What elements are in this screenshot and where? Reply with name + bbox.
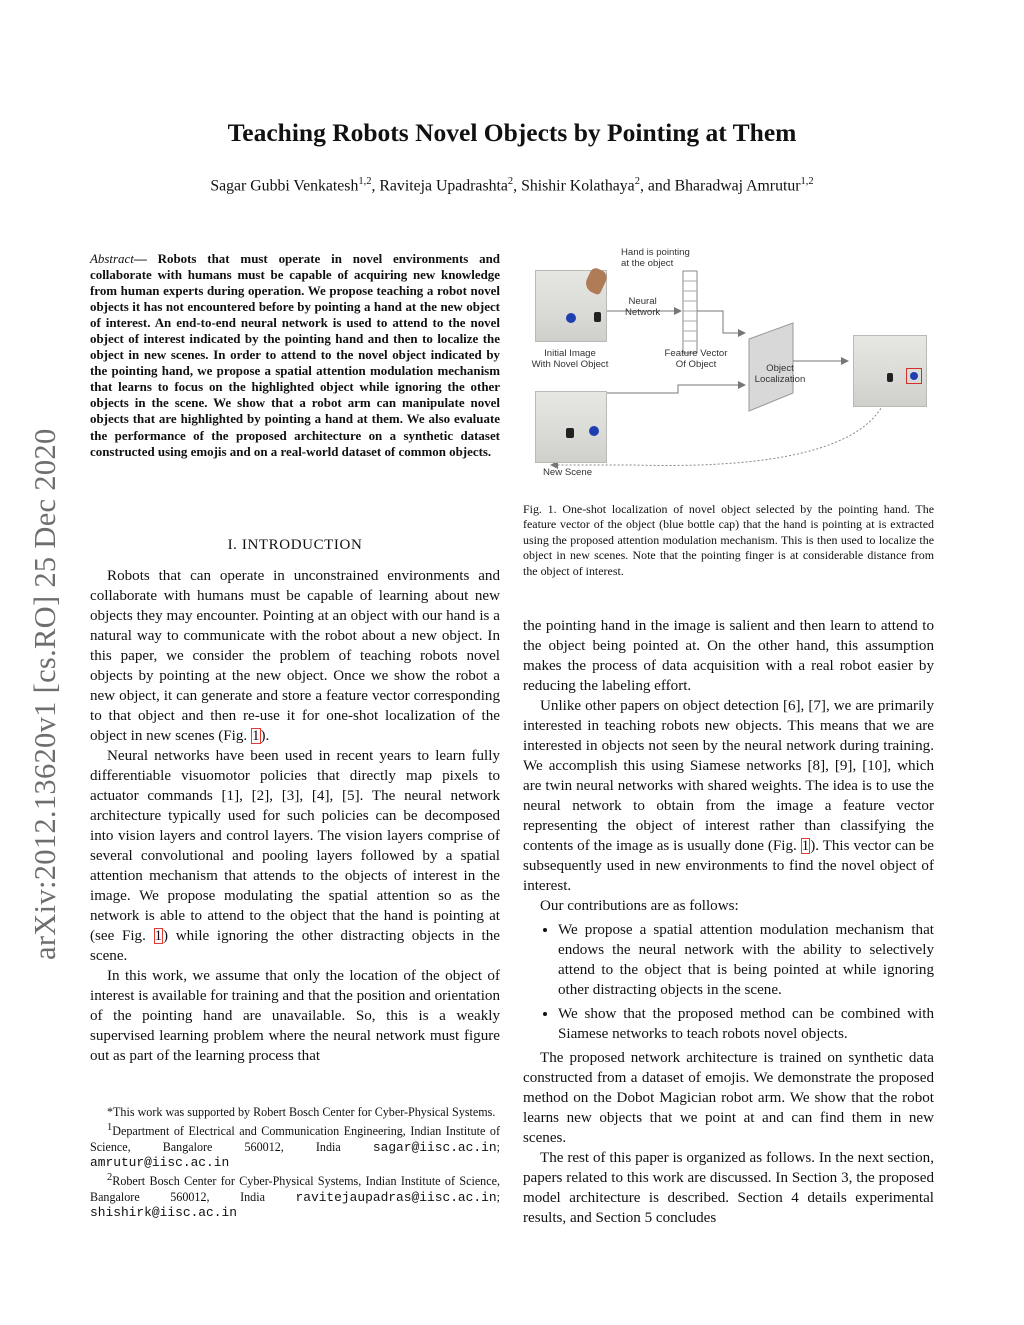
arxiv-identifier-stamp: arXiv:2012.13620v1 [cs.RO] 25 Dec 2020 (28, 428, 62, 960)
paragraph-text: Neural networks have been used in recent years to learn fully differentiable visuomotor policies that directly map pixels to actuator commands [1], [2], [3], [4], [5]. The neural network architecture typically used for such policies can be decomposed into vision layers and control layers. The vision layers comprise of several convolutional and pooling layers followed by a spatial attention mechanism that attends to the objects of interest in the image. We propose modulating the spatial attention so as the network is able to attend to the object that the hand is pointing at (see Fig. (90, 748, 500, 944)
initial-image-label (529, 348, 611, 370)
label-line: Initial Image (544, 348, 596, 359)
separator: ; (496, 1189, 500, 1204)
author-separator: , (513, 177, 522, 195)
new-scene-label: New Scene (543, 467, 593, 478)
figure-reference-link[interactable]: 1 (154, 928, 163, 944)
arrow-vector-to-localization (697, 311, 745, 333)
affiliation-text: Department of Electrical and Communication Engineering, Indian Institute of Science, Bangalore 560012, India (90, 1124, 500, 1154)
label-line: Network (625, 307, 661, 318)
author-separator: , (371, 177, 380, 195)
dark-object (594, 312, 601, 322)
list-item: • We show that the proposed method can be combined with Siamese networks to teach robots novel objects. (558, 1004, 934, 1044)
email-link[interactable]: shishirk@iisc.ac.in (90, 1204, 237, 1220)
paragraph-text: ). This vector can be subsequently used in new environments to find the novel object of interest. (523, 838, 934, 894)
body-paragraph: the pointing hand in the image is salient and then learn to attend to the object being pointed at. On the other hand, this assumption makes the process of data acquisition with a real robot easier by reducing the labeling effort. (523, 618, 934, 694)
localization-bounding-box (906, 368, 922, 384)
intro-paragraph (90, 746, 500, 966)
author-name: Raviteja Upadrashta (379, 177, 508, 195)
funding-footnote: *This work was supported by Robert Bosch Center for Cyber-Physical Systems. (107, 1105, 496, 1119)
list-item: • We propose a spatial attention modulation mechanism that endows the neural network with the ability to selectively attend to the object that is being pointed at while ignoring other distracting objects in the scene. (558, 920, 934, 1000)
footnote-marker: 1 (107, 1122, 113, 1134)
arrow-scene-to-localization (605, 385, 745, 393)
separator: ; (496, 1139, 500, 1154)
figure-reference-link[interactable]: 1 (251, 728, 260, 744)
author-separator: , and (639, 177, 675, 195)
label-line: Localization (754, 374, 806, 385)
body-paragraph: The rest of this paper is organized as follows. In the next section, papers related to this work are discussed. In Section 3, the proposed model architecture is described. Section 4 details experimental results, and Section 5 concludes (523, 1150, 934, 1226)
footnotes (90, 1105, 500, 1220)
label-line: Feature Vector (664, 348, 728, 359)
label-line: Hand is pointing (621, 247, 690, 258)
new-scene-photo (535, 391, 607, 463)
email-link[interactable]: ravitejaupadras@iisc.ac.in (295, 1189, 497, 1205)
feature-vector-column (683, 271, 697, 353)
author-list (0, 176, 1024, 195)
localized-output-photo (853, 335, 927, 407)
feature-vector-label (661, 348, 731, 370)
paragraph-text: ). (260, 728, 270, 744)
paper-title: Teaching Robots Novel Objects by Pointing at Them (227, 118, 797, 147)
intro-paragraph (90, 566, 500, 746)
footnote-marker: 2 (107, 1172, 113, 1184)
abstract-lead: Abstract (90, 251, 134, 266)
figure-caption: Fig. 1. One-shot localization of novel object selected by the pointing hand. The feature vector of the object (blue bottle cap) that the hand is pointing at is extracted using the proposed attention modulation mechanism. This is then used to localize the object in new scenes. Note that the pointing finger is at considerable distance from the object of interest. (523, 502, 934, 578)
contributions-list (523, 920, 934, 1044)
author-affiliation-marker: 2 (634, 176, 640, 187)
affiliation-footnote (90, 1120, 500, 1170)
author-affiliation-marker: 1,2 (800, 176, 814, 187)
section-heading-introduction: I. INTRODUCTION (227, 537, 363, 553)
blue-cap-object (910, 372, 918, 380)
label-line: Object (766, 363, 794, 374)
author-affiliation-marker: 2 (507, 176, 514, 187)
right-column-body (523, 616, 934, 1228)
affiliation-footnote (90, 1170, 500, 1220)
abstract-text: — Robots that must operate in novel environments and collaborate with humans must be capable of acquiring new knowledge from human experts during operation. We propose teaching a robot novel objects it has not encountered before by pointing a hand at the new object of interest. An end-to-end neural network is used to attend to the novel object of interest indicated by the pointing hand and then to localize the object in new scenes. In order to attend to the novel object indicated by the pointing hand, we propose a spatial attention modulation mechanism that learns to focus on the highlighted object while ignoring the other objects in the scene. We show that a robot arm can manipulate novel objects that are highlighted by pointing a hand at them. We also evaluate the performance of the proposed architecture on a synthetic dataset constructed using emojis and on a real-world dataset of common objects. (90, 251, 500, 459)
intro-paragraph: In this work, we assume that only the location of the object of interest is available for training and that the position and orientation of the pointing hand are unavailable. So, this is a weakly supervised learning problem where the neural network must figure out as part of the learning process that (90, 968, 500, 1064)
body-paragraph: Our contributions are as follows: (540, 898, 739, 914)
neural-network-label (625, 296, 660, 318)
affiliation-text: Robert Bosch Center for Cyber-Physical Systems, Indian Institute of Science, Bangalore 560012, India (90, 1174, 500, 1204)
author-name: Bharadwaj Amrutur (674, 177, 801, 195)
blue-cap-object (566, 313, 576, 323)
initial-image-photo (535, 270, 607, 342)
paragraph-text: ) while ignoring the other distracting objects in the scene. (90, 928, 500, 964)
dark-object (887, 373, 893, 382)
label-line: With Novel Object (531, 359, 609, 370)
email-link[interactable]: sagar@iisc.ac.in (372, 1139, 497, 1155)
figure-1-diagram (523, 243, 943, 488)
author-name: Sagar Gubbi Venkatesh (210, 177, 359, 195)
figure-reference-link[interactable]: 1 (801, 838, 810, 854)
paragraph-text: Unlike other papers on object detection [6], [7], we are primarily interested in teaching robots new objects. This means that we are interested in objects not seen by the neural network during training. We accomplish this using Siamese networks [8], [9], [10], which are twin neural networks with shared weights. The idea is to use the neural network to obtain from the image a feature vector representing the object of interest rather than classifying the contents of the image as is usually done (Fig. (523, 698, 934, 854)
object-localization-label (749, 363, 811, 385)
email-link[interactable]: amrutur@iisc.ac.in (90, 1154, 230, 1170)
intro-body (90, 566, 500, 1066)
body-paragraph: The proposed network architecture is trained on synthetic data constructed from a dataset of emojis. We demonstrate the proposed method on the Dobot Magician robot arm. We show that the robot learns new objects that we point at and can find them in new scenes. (523, 1050, 934, 1146)
author-name: Shishir Kolathaya (521, 177, 635, 195)
label-line: at the object (621, 258, 674, 269)
abstract (90, 251, 500, 460)
dark-object (566, 428, 574, 438)
paragraph-text: Robots that can operate in unconstrained environments and collaborate with humans must be capable of learning about new objects they may encounter. Pointing at an object with our hand is a natural way to communicate with the robot about a new object. In this paper, we consider the problem of teaching robots novel objects by pointing at the new object. Once we show the robot a new object, it can generate and store a feature vector corresponding to that object and then re-use it for one-shot localization of the object in new scenes (Fig. (90, 568, 500, 744)
blue-cap-object (589, 426, 599, 436)
label-line: Neural (628, 296, 657, 307)
hand-pointing-label (621, 247, 690, 269)
label-line: Of Object (675, 359, 717, 370)
pointing-hand (583, 266, 609, 295)
body-paragraph (523, 696, 934, 896)
author-affiliation-marker: 1,2 (358, 176, 372, 187)
